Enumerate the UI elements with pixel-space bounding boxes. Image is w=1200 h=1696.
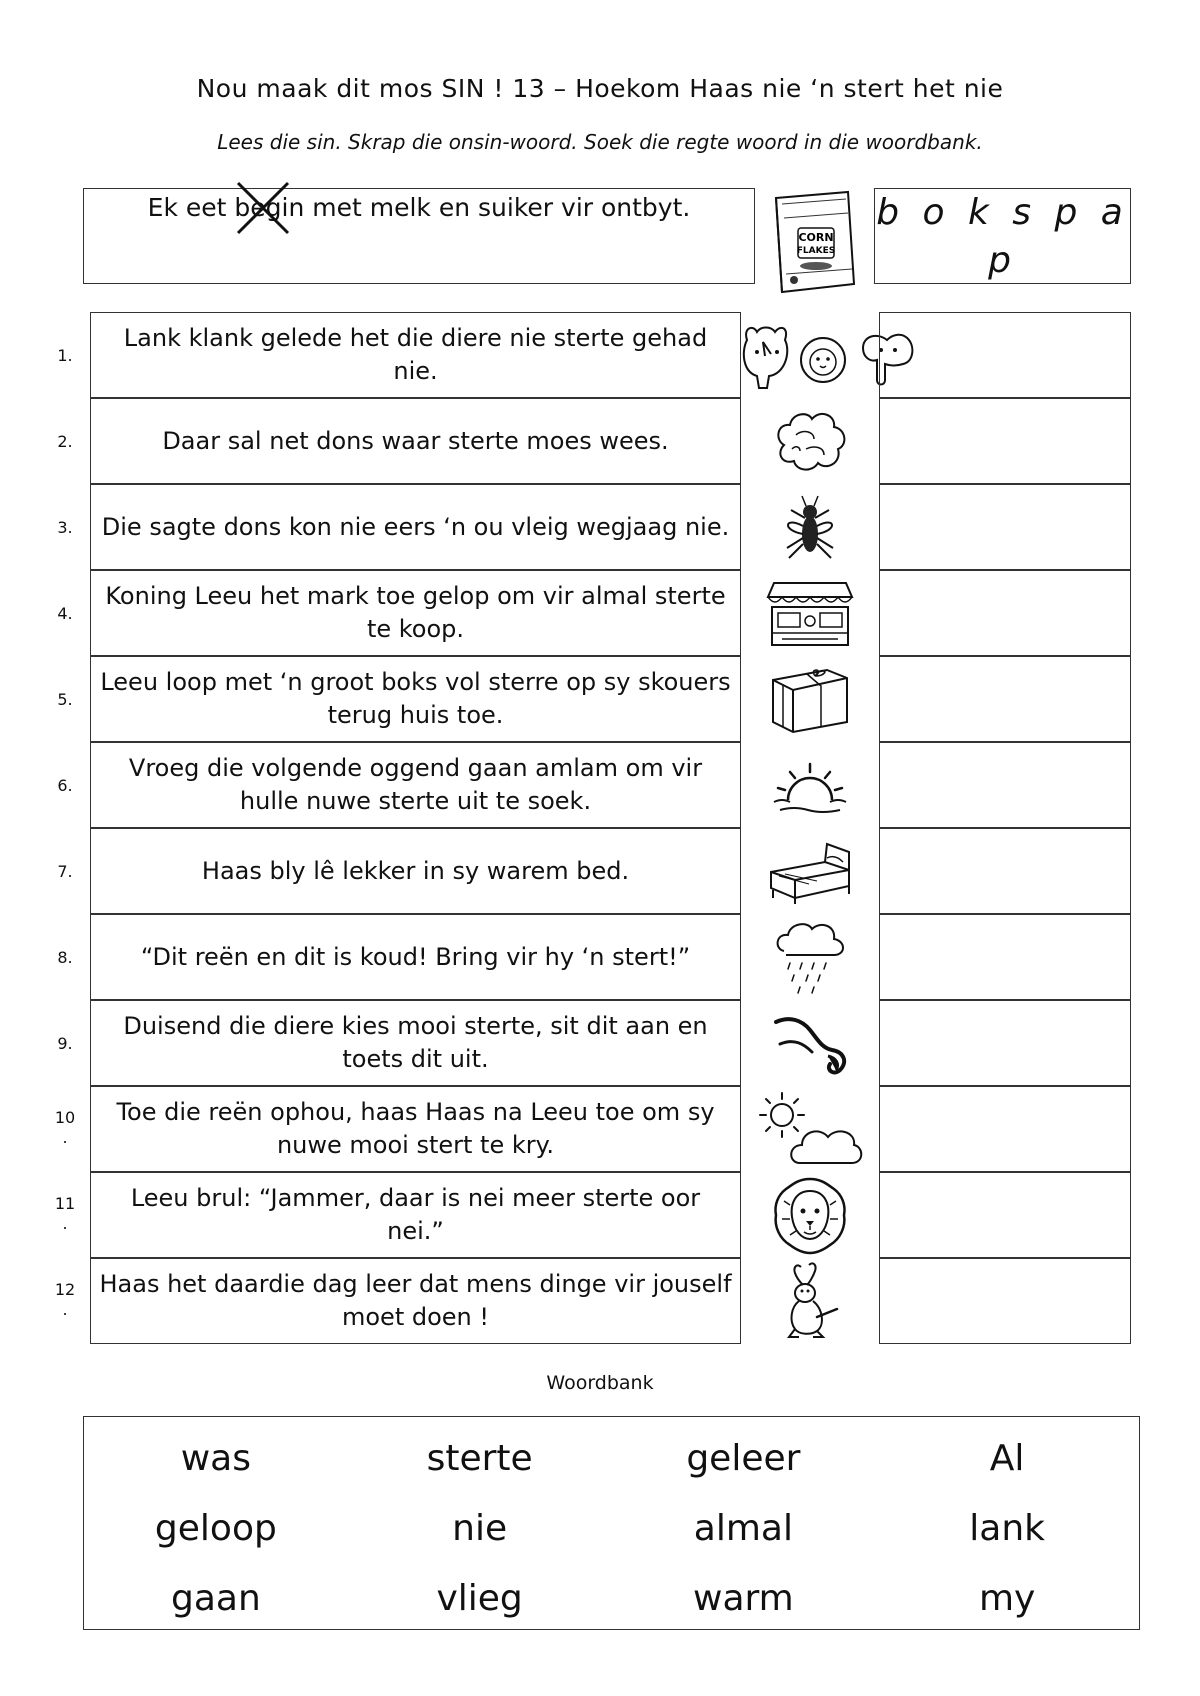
example-sentence-box <box>83 188 755 284</box>
sentence-row-3 <box>0 484 1200 570</box>
wordbank-box <box>83 1416 1140 1630</box>
wordbank-word: was <box>180 1437 251 1479</box>
answer-box[interactable] <box>879 484 1131 570</box>
sentence-text: Vroeg die volgende oggend gaan amlam om vir hulle nuwe sterte uit te soek. <box>90 742 741 828</box>
wordbank-word: my <box>978 1577 1036 1619</box>
sentence-row-8 <box>0 914 1200 1000</box>
sun-and-cloud-icon <box>751 1086 871 1172</box>
example-answer-box <box>874 188 1131 284</box>
cereal-box-text-1: CORN <box>798 231 834 244</box>
sentence-row-7 <box>0 828 1200 914</box>
row-number: 2. <box>57 432 73 451</box>
row-number: 10 . <box>54 1108 76 1147</box>
answer-box[interactable] <box>879 312 1131 398</box>
wordbank-word: sterte <box>426 1437 533 1479</box>
tail-icon <box>741 1000 879 1086</box>
sentence-row-1 <box>0 312 1200 398</box>
bed-icon <box>741 828 879 914</box>
row-number: 1. <box>57 346 73 365</box>
row-number: 3. <box>57 518 73 537</box>
answer-box[interactable] <box>879 1172 1131 1258</box>
wordbank-word: warm <box>693 1577 794 1619</box>
worksheet-title: Nou maak dit mos SIN ! 13 – Hoekom Haas nie ‘n stert het nie <box>196 74 1004 103</box>
row-number: 7. <box>57 862 73 881</box>
example-answer-line2: p <box>988 240 1017 281</box>
row-number: 9. <box>57 1034 73 1053</box>
sentence-text: Daar sal net dons waar sterte moes wees. <box>90 398 741 484</box>
sentence-row-11 <box>0 1172 1200 1258</box>
crossed-word-text: beg <box>234 193 282 222</box>
crossed-out-word <box>234 193 281 222</box>
sentence-row-10 <box>0 1086 1200 1172</box>
wordbank-word: nie <box>452 1507 508 1549</box>
example-answer-line1: b o k s p a <box>876 192 1129 233</box>
fly-icon <box>741 484 879 570</box>
example-text-before: Ek eet <box>147 193 235 222</box>
sentence-text: Haas het daardie dag leer dat mens dinge vir jouself moet doen ! <box>90 1258 741 1344</box>
wordbank-label: Woordbank <box>546 1372 654 1394</box>
row-number: 6. <box>57 776 73 795</box>
example-text-after: in met melk en suiker vir ontbyt. <box>281 193 691 222</box>
row-number: 12 . <box>54 1280 76 1319</box>
sentence-row-12 <box>0 1258 1200 1344</box>
sentence-text: Leeu loop met ‘n groot boks vol sterre op sy skouers terug huis toe. <box>90 656 741 742</box>
sentence-row-9 <box>0 1000 1200 1086</box>
sunrise-icon <box>741 742 879 828</box>
wordbank-word: lank <box>969 1507 1045 1549</box>
cereal-box-text-2: FLAKES <box>796 246 836 256</box>
answer-box[interactable] <box>879 914 1131 1000</box>
row-number: 5. <box>57 690 73 709</box>
fluff-cloud-icon <box>741 398 879 484</box>
answer-box[interactable] <box>879 398 1131 484</box>
sentence-row-5 <box>0 656 1200 742</box>
sentence-row-6 <box>0 742 1200 828</box>
rain-cloud-icon <box>741 914 879 1000</box>
sentence-text: Die sagte dons kon nie eers ‘n ou vleig wegjaag nie. <box>90 484 741 570</box>
sentence-text: “Dit reën en dit is koud! Bring vir hy ‘n stert!” <box>90 914 741 1000</box>
answer-box[interactable] <box>879 828 1131 914</box>
wordbank-word: geloop <box>154 1507 277 1549</box>
answer-box[interactable] <box>879 1258 1131 1344</box>
lion-face-icon <box>741 1172 879 1258</box>
wordbank-word: almal <box>693 1507 793 1549</box>
sentence-text: Toe die reën ophou, haas Haas na Leeu toe om sy nuwe mooi stert te kry. <box>90 1086 741 1172</box>
wordbank-word: Al <box>989 1437 1025 1479</box>
market-stall-icon <box>741 570 879 656</box>
instruction-text: Lees die sin. Skrap die onsin-woord. Soek die regte woord in die woordbank. <box>217 130 983 154</box>
sentence-row-2 <box>0 398 1200 484</box>
answer-box[interactable] <box>879 656 1131 742</box>
wordbank-word: vlieg <box>436 1577 523 1619</box>
row-number: 8. <box>57 948 73 967</box>
answer-box[interactable] <box>879 570 1131 656</box>
hare-icon <box>741 1258 879 1344</box>
cross-out-mark-icon <box>228 179 298 237</box>
parcel-box-icon <box>741 656 879 742</box>
wordbank-grid <box>84 1423 1139 1633</box>
wordbank-word: gaan <box>170 1577 261 1619</box>
wordbank-word: geleer <box>686 1437 801 1479</box>
cereal-box-icon <box>772 188 858 296</box>
example-sentence <box>84 193 754 222</box>
answer-box[interactable] <box>879 1086 1131 1172</box>
sentence-text: Lank klank gelede het die diere nie sterte gehad nie. <box>90 312 741 398</box>
row-number: 11 . <box>54 1194 76 1233</box>
row-number: 4. <box>57 604 73 623</box>
sentence-text: Koning Leeu het mark toe gelop om vir almal sterte te koop. <box>90 570 741 656</box>
sentence-row-4 <box>0 570 1200 656</box>
sentence-text: Haas bly lê lekker in sy warem bed. <box>90 828 741 914</box>
sentence-text: Leeu brul: “Jammer, daar is nei meer sterte oor nei.” <box>90 1172 741 1258</box>
answer-box[interactable] <box>879 742 1131 828</box>
sentence-text: Duisend die diere kies mooi sterte, sit dit aan en toets dit uit. <box>90 1000 741 1086</box>
answer-box[interactable] <box>879 1000 1131 1086</box>
